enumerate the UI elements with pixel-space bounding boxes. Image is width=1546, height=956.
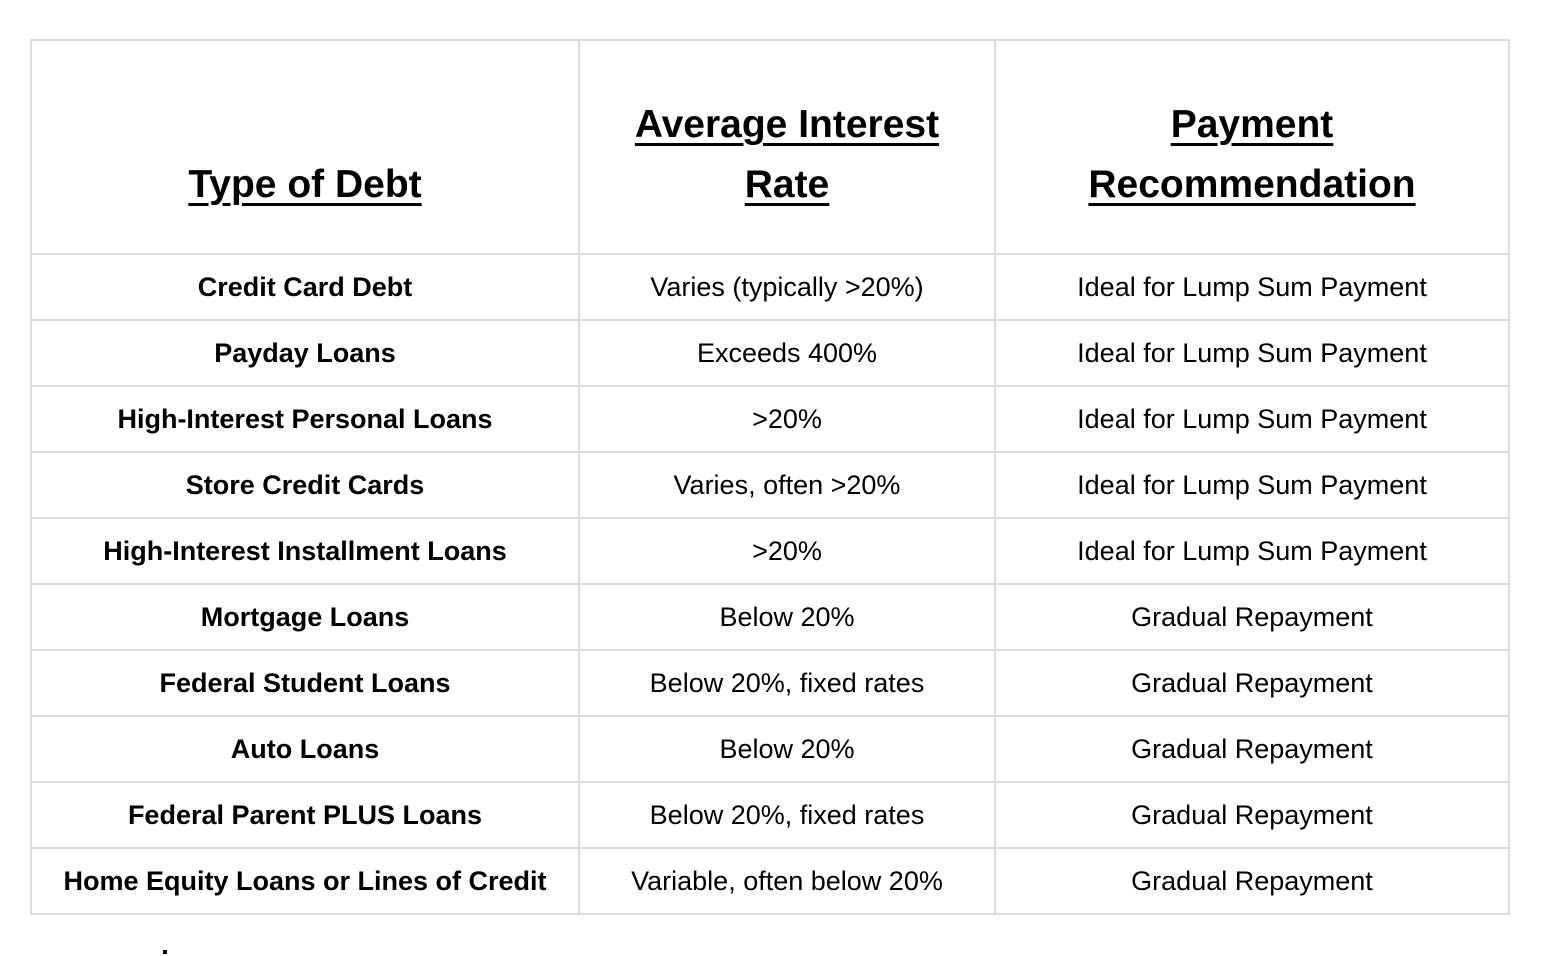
- recommendation-cell: Gradual Repayment: [995, 848, 1509, 914]
- interest-rate-cell: >20%: [579, 518, 995, 584]
- header-type-of-debt: [31, 40, 579, 254]
- debt-type-cell: Credit Card Debt: [31, 254, 579, 320]
- recommendation-cell: Ideal for Lump Sum Payment: [995, 518, 1509, 584]
- debt-type-cell: High-Interest Personal Loans: [31, 386, 579, 452]
- table-row: [31, 782, 1509, 848]
- table-row: [31, 716, 1509, 782]
- debt-type-cell: Federal Student Loans: [31, 650, 579, 716]
- interest-rate-cell: Exceeds 400%: [579, 320, 995, 386]
- debt-type-cell: Store Credit Cards: [31, 452, 579, 518]
- table-row: [31, 584, 1509, 650]
- recommendation-cell: Gradual Repayment: [995, 650, 1509, 716]
- recommendation-cell: Ideal for Lump Sum Payment: [995, 386, 1509, 452]
- debt-comparison-table: [30, 39, 1510, 915]
- interest-rate-cell: Varies (typically >20%): [579, 254, 995, 320]
- debt-type-cell: Payday Loans: [31, 320, 579, 386]
- recommendation-cell: Ideal for Lump Sum Payment: [995, 320, 1509, 386]
- interest-rate-cell: Variable, often below 20%: [579, 848, 995, 914]
- debt-type-cell: Home Equity Loans or Lines of Credit: [31, 848, 579, 914]
- interest-rate-cell: Below 20%: [579, 716, 995, 782]
- interest-rate-cell: >20%: [579, 386, 995, 452]
- table-row: [31, 254, 1509, 320]
- table-row: [31, 452, 1509, 518]
- table-row: [31, 650, 1509, 716]
- header-rate-line1: Average Interest: [634, 103, 940, 146]
- recommendation-cell: Ideal for Lump Sum Payment: [995, 452, 1509, 518]
- recommendation-cell: Gradual Repayment: [995, 584, 1509, 650]
- header-rate-line2: Rate: [744, 163, 830, 206]
- table-row: [31, 386, 1509, 452]
- table-row: [31, 518, 1509, 584]
- header-rec-line1: Payment: [1170, 103, 1334, 146]
- stray-dot: [163, 950, 167, 954]
- recommendation-cell: Ideal for Lump Sum Payment: [995, 254, 1509, 320]
- table-row: [31, 320, 1509, 386]
- table-row: [31, 848, 1509, 914]
- header-payment-recommendation: [995, 40, 1509, 254]
- header-type-label: Type of Debt: [188, 163, 422, 206]
- interest-rate-cell: Below 20%: [579, 584, 995, 650]
- debt-type-cell: Mortgage Loans: [31, 584, 579, 650]
- header-row: [31, 40, 1509, 254]
- header-rec-line2: Recommendation: [1088, 163, 1416, 206]
- recommendation-cell: Gradual Repayment: [995, 782, 1509, 848]
- debt-type-cell: Federal Parent PLUS Loans: [31, 782, 579, 848]
- interest-rate-cell: Below 20%, fixed rates: [579, 782, 995, 848]
- interest-rate-cell: Varies, often >20%: [579, 452, 995, 518]
- interest-rate-cell: Below 20%, fixed rates: [579, 650, 995, 716]
- debt-type-cell: Auto Loans: [31, 716, 579, 782]
- debt-type-cell: High-Interest Installment Loans: [31, 518, 579, 584]
- recommendation-cell: Gradual Repayment: [995, 716, 1509, 782]
- header-average-interest-rate: [579, 40, 995, 254]
